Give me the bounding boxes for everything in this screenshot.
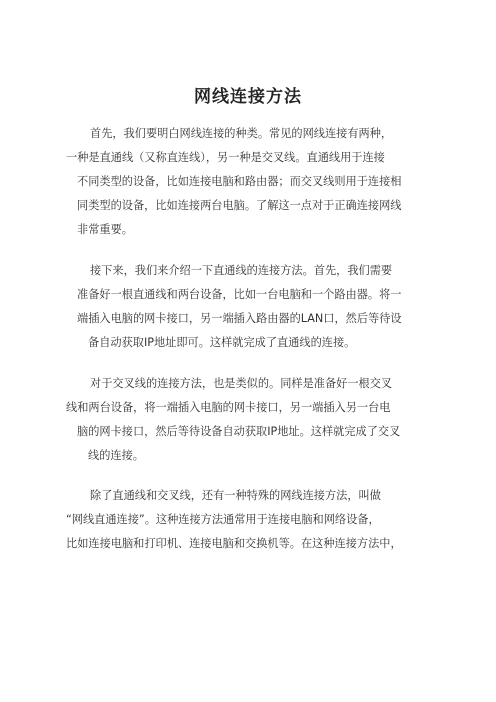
- paragraph-line: 线和两台设备，将一端插入电脑的网卡接口，另一端插入另一台电: [66, 401, 391, 414]
- paragraph-line: 不同类型的设备，比如连接电脑和路由器；而交叉线则用于连接相: [77, 175, 402, 188]
- paragraph-line: 准备好一根直通线和两台设备，比如一台电脑和一个路由器。将一: [77, 288, 402, 301]
- page-title: 网线连接方法: [194, 87, 302, 107]
- paragraph-line: 首先，我们要明白网线连接的种类。常见的网线连接有两种，: [90, 127, 393, 140]
- paragraph-line: 端插入电脑的网卡接口，另一端插入路由器的LAN口，然后等待设: [77, 312, 402, 325]
- paragraph-line: 比如连接电脑和打印机、连接电脑和交换机等。在这种连接方法中，: [66, 537, 402, 550]
- paragraph-line: 对于交叉线的连接方法，也是类似的。同样是准备好一根交叉: [90, 377, 393, 390]
- paragraph-line: “网线直通连接”。这种连接方法通常用于连接电脑和网络设备，: [66, 513, 380, 526]
- paragraph-line: 接下来，我们来介绍一下直通线的连接方法。首先，我们需要: [90, 264, 393, 277]
- paragraph-line: 除了直通线和交叉线，还有一种特殊的网线连接方法，叫做: [90, 489, 381, 502]
- paragraph-line: 一种是直通线（又称直连线），另一种是交叉线。直通线用于连接: [66, 151, 385, 164]
- paragraph-line: 非常重要。: [77, 223, 133, 236]
- paragraph-line: 脑的网卡接口，然后等待设备自动获取IP地址。这样就完成了交叉: [77, 425, 401, 438]
- paragraph-line: 线的连接。: [88, 449, 144, 462]
- paragraph-line: 同类型的设备，比如连接两台电脑。了解这一点对于正确连接网线: [77, 199, 402, 212]
- paragraph-line: 备自动获取IP地址即可。这样就完成了直通线的连接。: [88, 336, 356, 349]
